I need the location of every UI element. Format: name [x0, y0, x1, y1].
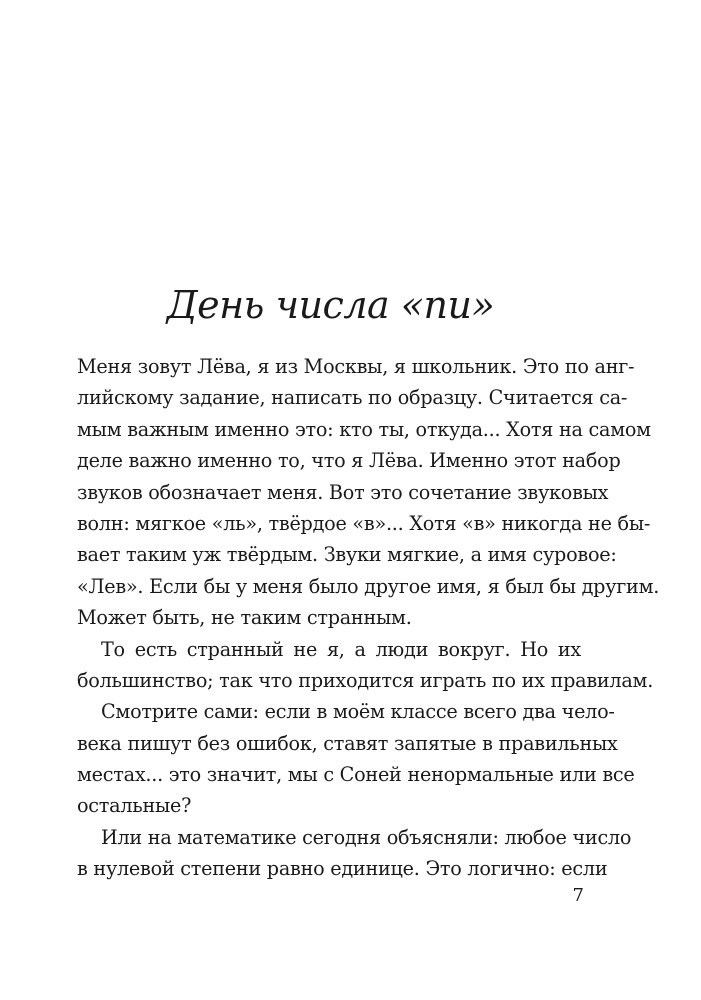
chapter-title: День числа «пи» [166, 283, 495, 327]
page-number: 7 [572, 885, 584, 906]
text-line: деле важно именно то, что я Лёва. Именно этот набор [77, 449, 621, 473]
text-line: лийскому задание, написать по образцу. Считается са- [77, 386, 628, 410]
body-text [77, 351, 660, 885]
text-line: Может быть, не таким странным. [77, 606, 412, 630]
text-line: Смотрите сами: если в моём классе всего два чело- [101, 700, 615, 724]
text-line: большинство; так что приходится играть по их правилам. [77, 668, 654, 692]
text-line: века пишут без ошибок, ставят запятые в правильных [77, 731, 618, 755]
text-line: мым важным именно это: кто ты, откуда... Хотя на самом [77, 417, 651, 441]
text-line: Меня зовут Лёва, я из Москвы, я школьник. Это по анг- [77, 355, 635, 378]
text-line: То есть странный не я, а люди вокруг. Но их [101, 637, 581, 661]
text-line: в нулевой степени равно единице. Это логично: если [77, 857, 608, 881]
text-line: волн: мягкое «ль», твёрдое «в»... Хотя «в» никогда не бы- [77, 511, 651, 535]
text-line: местах... это значит, мы с Соней ненормальные или все [77, 763, 635, 787]
text-line: остальные? [77, 794, 192, 818]
text-line: звуков обозначает меня. Вот это сочетание звуковых [77, 480, 609, 504]
text-line: вает таким уж твёрдым. Звуки мягкие, а имя суровое: [77, 543, 617, 567]
text-line: «Лев». Если бы у меня было другое имя, я был бы другим. [77, 574, 660, 598]
text-line: Или на математике сегодня объясняли: любое число [101, 825, 632, 849]
